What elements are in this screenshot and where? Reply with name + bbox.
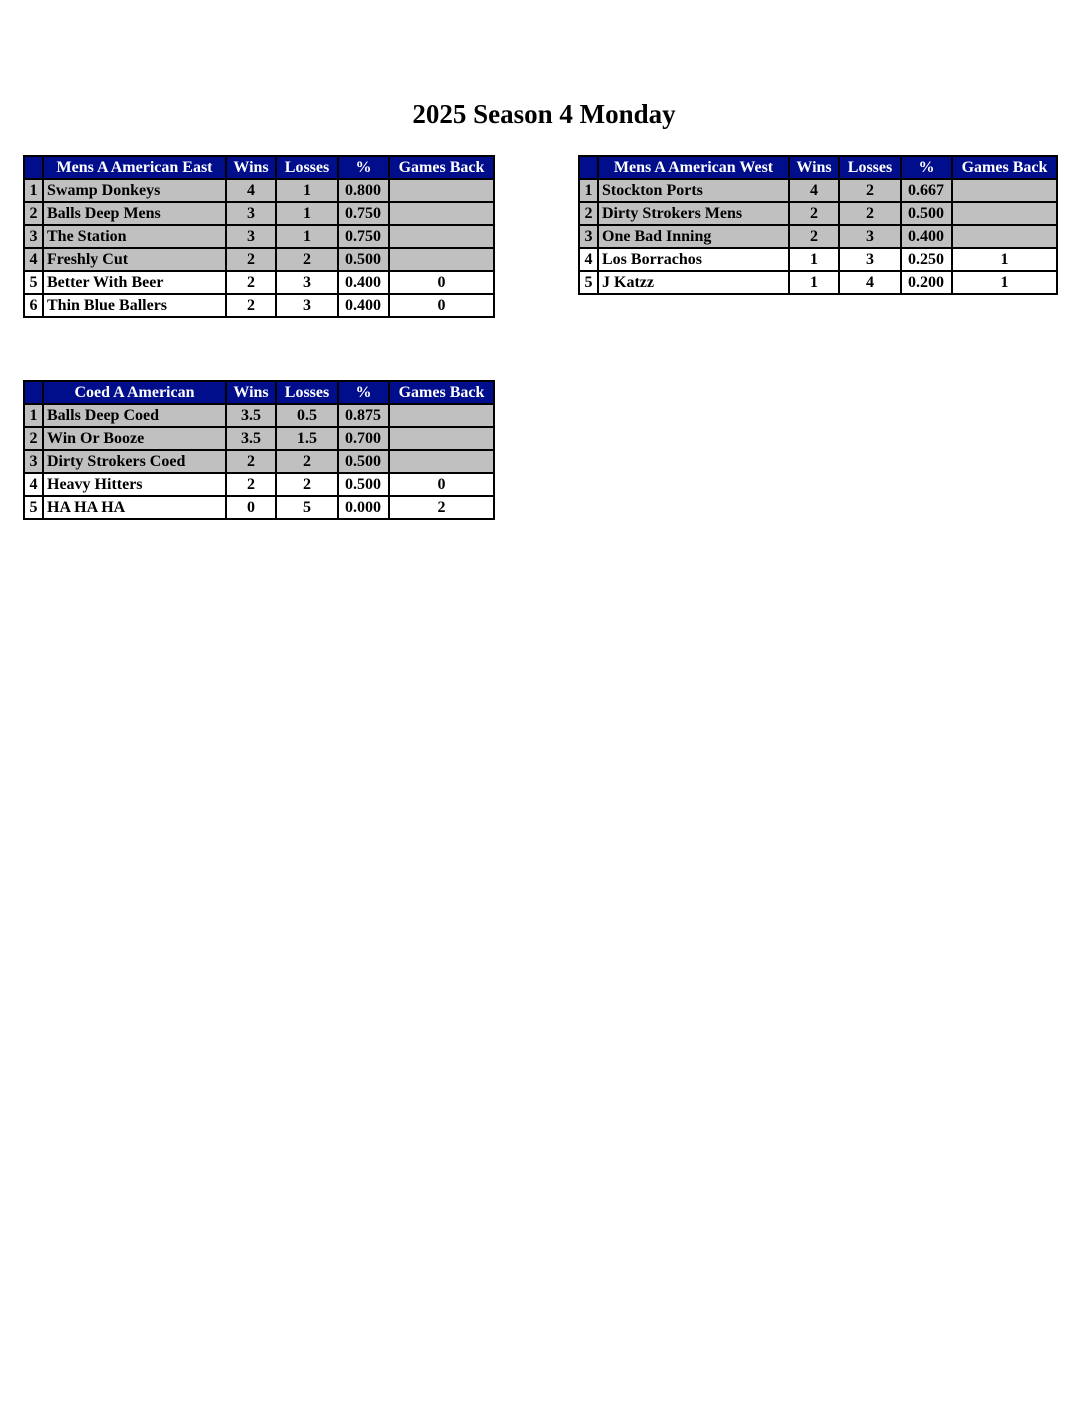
losses-cell: 4 <box>839 271 901 294</box>
wins-cell: 4 <box>226 179 276 202</box>
pct-header: % <box>338 156 389 179</box>
table-row <box>24 473 494 496</box>
wins-cell: 2 <box>226 473 276 496</box>
wins-cell: 3 <box>226 202 276 225</box>
games-back-cell <box>952 202 1057 225</box>
team-name: Better With Beer <box>43 271 226 294</box>
pct-cell: 0.500 <box>338 473 389 496</box>
wins-cell: 1 <box>789 248 839 271</box>
losses-cell: 0.5 <box>276 404 338 427</box>
team-name: Balls Deep Mens <box>43 202 226 225</box>
rank-cell: 4 <box>24 473 43 496</box>
games-back-cell <box>389 248 494 271</box>
losses-cell: 1 <box>276 225 338 248</box>
losses-cell: 3 <box>839 248 901 271</box>
page-title: 2025 Season 4 Monday <box>412 99 676 129</box>
wins-cell: 2 <box>226 271 276 294</box>
division-name: Coed A American <box>43 381 226 404</box>
wins-cell: 2 <box>789 225 839 248</box>
wins-cell: 2 <box>226 294 276 317</box>
games-back-cell <box>389 450 494 473</box>
wins-cell: 2 <box>226 248 276 271</box>
table-row <box>579 271 1057 294</box>
pct-cell: 0.875 <box>338 404 389 427</box>
table-row <box>579 248 1057 271</box>
table-header-row <box>24 381 494 404</box>
games-back-cell: 0 <box>389 271 494 294</box>
pct-cell: 0.250 <box>901 248 952 271</box>
wins-cell: 3.5 <box>226 427 276 450</box>
team-name: Heavy Hitters <box>43 473 226 496</box>
pct-cell: 0.200 <box>901 271 952 294</box>
rank-header <box>24 156 43 179</box>
losses-cell: 3 <box>276 294 338 317</box>
games-back-header: Games Back <box>389 156 494 179</box>
games-back-header: Games Back <box>389 381 494 404</box>
games-back-cell <box>389 179 494 202</box>
table-row <box>24 271 494 294</box>
losses-cell: 3 <box>839 225 901 248</box>
losses-header: Losses <box>276 381 338 404</box>
standings-table-mens-east <box>23 155 495 318</box>
table-row <box>24 404 494 427</box>
games-back-cell <box>389 427 494 450</box>
rank-header <box>579 156 598 179</box>
pct-cell: 0.400 <box>338 294 389 317</box>
table-row <box>24 427 494 450</box>
team-name: HA HA HA <box>43 496 226 519</box>
losses-cell: 1 <box>276 202 338 225</box>
team-name: Freshly Cut <box>43 248 226 271</box>
losses-cell: 1 <box>276 179 338 202</box>
rank-cell: 3 <box>24 225 43 248</box>
wins-cell: 3.5 <box>226 404 276 427</box>
games-back-cell: 0 <box>389 473 494 496</box>
games-back-cell <box>952 225 1057 248</box>
rank-cell: 5 <box>579 271 598 294</box>
pct-cell: 0.800 <box>338 179 389 202</box>
rank-cell: 1 <box>24 404 43 427</box>
rank-cell: 4 <box>24 248 43 271</box>
team-name: The Station <box>43 225 226 248</box>
games-back-cell <box>389 202 494 225</box>
team-name: Los Borrachos <box>598 248 789 271</box>
wins-cell: 4 <box>789 179 839 202</box>
team-name: Stockton Ports <box>598 179 789 202</box>
rank-cell: 1 <box>24 179 43 202</box>
pct-cell: 0.700 <box>338 427 389 450</box>
rank-cell: 1 <box>579 179 598 202</box>
team-name: Balls Deep Coed <box>43 404 226 427</box>
rank-cell: 4 <box>579 248 598 271</box>
standings-table-mens-west <box>578 155 1058 295</box>
games-back-cell <box>389 225 494 248</box>
pct-cell: 0.500 <box>338 450 389 473</box>
losses-cell: 2 <box>276 248 338 271</box>
table-row <box>579 225 1057 248</box>
pct-cell: 0.400 <box>901 225 952 248</box>
pct-cell: 0.750 <box>338 202 389 225</box>
games-back-cell: 2 <box>389 496 494 519</box>
table-row <box>24 294 494 317</box>
losses-cell: 2 <box>839 179 901 202</box>
wins-header: Wins <box>226 381 276 404</box>
rank-cell: 2 <box>24 427 43 450</box>
pct-cell: 0.500 <box>901 202 952 225</box>
division-name: Mens A American West <box>598 156 789 179</box>
wins-cell: 2 <box>789 202 839 225</box>
table-header-row <box>579 156 1057 179</box>
rank-cell: 3 <box>579 225 598 248</box>
games-back-cell <box>952 179 1057 202</box>
losses-cell: 2 <box>839 202 901 225</box>
wins-header: Wins <box>789 156 839 179</box>
wins-cell: 1 <box>789 271 839 294</box>
wins-cell: 2 <box>226 450 276 473</box>
team-name: Dirty Strokers Mens <box>598 202 789 225</box>
wins-cell: 0 <box>226 496 276 519</box>
rank-cell: 2 <box>24 202 43 225</box>
team-name: One Bad Inning <box>598 225 789 248</box>
losses-cell: 2 <box>276 450 338 473</box>
pct-cell: 0.400 <box>338 271 389 294</box>
wins-header: Wins <box>226 156 276 179</box>
losses-cell: 3 <box>276 271 338 294</box>
team-name: Win Or Booze <box>43 427 226 450</box>
standings-table-coed <box>23 380 495 520</box>
pct-header: % <box>901 156 952 179</box>
team-name: Thin Blue Ballers <box>43 294 226 317</box>
losses-cell: 5 <box>276 496 338 519</box>
team-name: J Katzz <box>598 271 789 294</box>
rank-cell: 5 <box>24 496 43 519</box>
table-row <box>24 450 494 473</box>
pct-cell: 0.750 <box>338 225 389 248</box>
games-back-cell: 1 <box>952 271 1057 294</box>
losses-header: Losses <box>839 156 901 179</box>
table-row <box>24 496 494 519</box>
losses-cell: 2 <box>276 473 338 496</box>
team-name: Swamp Donkeys <box>43 179 226 202</box>
table-row <box>24 225 494 248</box>
pct-cell: 0.500 <box>338 248 389 271</box>
pct-cell: 0.667 <box>901 179 952 202</box>
table-header-row <box>24 156 494 179</box>
team-name: Dirty Strokers Coed <box>43 450 226 473</box>
table-row <box>579 179 1057 202</box>
division-name: Mens A American East <box>43 156 226 179</box>
pct-header: % <box>338 381 389 404</box>
rank-cell: 6 <box>24 294 43 317</box>
pct-cell: 0.000 <box>338 496 389 519</box>
games-back-cell <box>389 404 494 427</box>
rank-header <box>24 381 43 404</box>
games-back-cell: 0 <box>389 294 494 317</box>
table-row <box>579 202 1057 225</box>
rank-cell: 2 <box>579 202 598 225</box>
table-row <box>24 248 494 271</box>
rank-cell: 3 <box>24 450 43 473</box>
rank-cell: 5 <box>24 271 43 294</box>
wins-cell: 3 <box>226 225 276 248</box>
table-row <box>24 179 494 202</box>
games-back-cell: 1 <box>952 248 1057 271</box>
losses-cell: 1.5 <box>276 427 338 450</box>
table-row <box>24 202 494 225</box>
games-back-header: Games Back <box>952 156 1057 179</box>
losses-header: Losses <box>276 156 338 179</box>
